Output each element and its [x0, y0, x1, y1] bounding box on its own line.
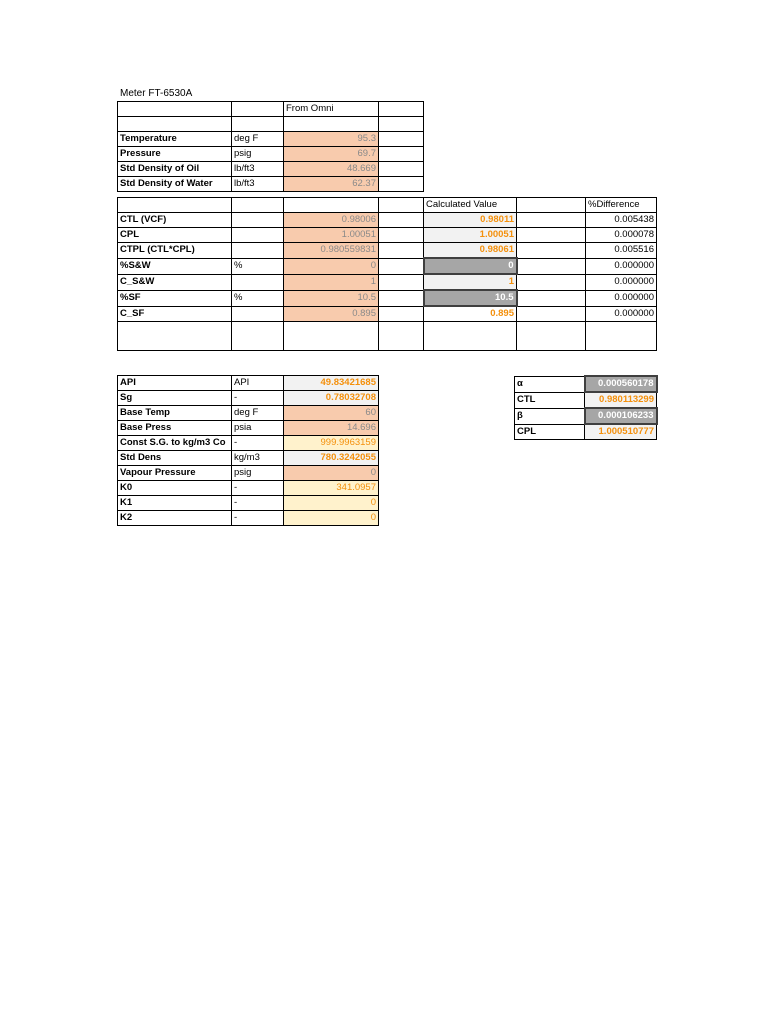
- table-row: [515, 408, 657, 424]
- row-label: Temperature: [118, 132, 232, 147]
- row-label: α: [515, 376, 585, 392]
- table-row: [118, 198, 657, 213]
- coefficient-value[interactable]: 0.980113299: [585, 392, 657, 408]
- row-unit: [232, 228, 284, 243]
- table-row: [118, 391, 379, 406]
- input-value[interactable]: 60: [284, 406, 379, 421]
- row-label: β: [515, 408, 585, 424]
- cell[interactable]: [232, 102, 284, 117]
- row-label: %SF: [118, 290, 232, 306]
- constant-value[interactable]: 341.0957: [284, 481, 379, 496]
- row-label: Std Density of Water: [118, 177, 232, 192]
- input-value[interactable]: 14.696: [284, 421, 379, 436]
- table-row: [118, 162, 424, 177]
- table-row: [118, 481, 379, 496]
- cell[interactable]: [118, 198, 232, 213]
- difference-header: %Difference: [586, 198, 657, 213]
- cell[interactable]: [379, 228, 424, 243]
- coefficient-value[interactable]: 0.000560178: [585, 376, 657, 392]
- row-label: K2: [118, 511, 232, 526]
- row-label: K1: [118, 496, 232, 511]
- row-unit: deg F: [232, 406, 284, 421]
- cell[interactable]: [379, 290, 424, 306]
- table-row: [118, 290, 657, 306]
- calculated-value[interactable]: 0.98011: [424, 213, 517, 228]
- cell[interactable]: [517, 198, 586, 213]
- cell[interactable]: [118, 322, 232, 351]
- table-row: [118, 376, 379, 391]
- cell[interactable]: [379, 274, 424, 290]
- calculated-value[interactable]: 1: [424, 274, 517, 290]
- cell[interactable]: [379, 102, 424, 117]
- cell[interactable]: [379, 147, 424, 162]
- row-unit: psig: [232, 466, 284, 481]
- input-value[interactable]: 0: [424, 258, 517, 274]
- row-label: CTL: [515, 392, 585, 408]
- row-unit: -: [232, 511, 284, 526]
- input-value[interactable]: 69.7: [284, 147, 379, 162]
- calculated-value[interactable]: 0.895: [424, 306, 517, 322]
- difference-value[interactable]: 0.000000: [586, 306, 657, 322]
- omni-value[interactable]: 0.980559831: [284, 243, 379, 259]
- table-row: [118, 177, 424, 192]
- input-value[interactable]: 62.37: [284, 177, 379, 192]
- input-value[interactable]: 0: [284, 466, 379, 481]
- cell[interactable]: [517, 306, 586, 322]
- row-unit: %: [232, 258, 284, 274]
- omni-value[interactable]: 1: [284, 274, 379, 290]
- row-label: Sg: [118, 391, 232, 406]
- row-label: CPL: [118, 228, 232, 243]
- row-unit: lb/ft3: [232, 177, 284, 192]
- table-row: [118, 451, 379, 466]
- difference-value[interactable]: 0.005516: [586, 243, 657, 259]
- row-label: Vapour Pressure: [118, 466, 232, 481]
- row-label: Const S.G. to kg/m3 Co: [118, 436, 232, 451]
- parameter-table: [117, 375, 379, 526]
- cell[interactable]: [517, 274, 586, 290]
- table-row: [515, 424, 657, 440]
- table-row: [118, 406, 379, 421]
- table-row: [118, 132, 424, 147]
- table-row: [118, 511, 379, 526]
- cell[interactable]: [586, 322, 657, 351]
- input-value[interactable]: 95.3: [284, 132, 379, 147]
- omni-value[interactable]: 0.895: [284, 306, 379, 322]
- row-unit: -: [232, 496, 284, 511]
- row-label: K0: [118, 481, 232, 496]
- cell[interactable]: [517, 258, 586, 274]
- row-unit: API: [232, 376, 284, 391]
- row-label: Base Temp: [118, 406, 232, 421]
- row-unit: psig: [232, 147, 284, 162]
- table-row: [118, 117, 424, 132]
- row-label: C_SF: [118, 306, 232, 322]
- cell[interactable]: [284, 322, 379, 351]
- cell[interactable]: [517, 228, 586, 243]
- calculated-value[interactable]: 0.78032708: [284, 391, 379, 406]
- row-unit: deg F: [232, 132, 284, 147]
- row-unit: -: [232, 391, 284, 406]
- constant-value[interactable]: 999.9963159: [284, 436, 379, 451]
- from-omni-header: From Omni: [284, 102, 379, 117]
- omni-value[interactable]: 0.98006: [284, 213, 379, 228]
- cell[interactable]: [232, 198, 284, 213]
- omni-input-table: [117, 101, 424, 192]
- cell[interactable]: [284, 117, 379, 132]
- row-label: %S&W: [118, 258, 232, 274]
- row-unit: [232, 213, 284, 228]
- row-label: Base Press: [118, 421, 232, 436]
- table-row: [118, 496, 379, 511]
- table-row: [118, 213, 657, 228]
- cell[interactable]: [379, 198, 424, 213]
- sheet-title: Meter FT-6530A: [120, 88, 193, 99]
- difference-value[interactable]: 0.000078: [586, 228, 657, 243]
- calculated-value[interactable]: 49.83421685: [284, 376, 379, 391]
- row-unit: psia: [232, 421, 284, 436]
- coefficient-value[interactable]: 1.000510777: [585, 424, 657, 440]
- table-row: [118, 258, 657, 274]
- calculated-value[interactable]: 780.3242055: [284, 451, 379, 466]
- row-unit: [232, 274, 284, 290]
- row-label: CTL (VCF): [118, 213, 232, 228]
- row-label: Pressure: [118, 147, 232, 162]
- cell[interactable]: [379, 132, 424, 147]
- cell[interactable]: [118, 117, 232, 132]
- input-value[interactable]: 10.5: [424, 290, 517, 306]
- input-value[interactable]: 48.669: [284, 162, 379, 177]
- table-row: [118, 228, 657, 243]
- cell[interactable]: [424, 322, 517, 351]
- cell[interactable]: [379, 117, 424, 132]
- row-label: CTPL (CTL*CPL): [118, 243, 232, 259]
- cell[interactable]: [379, 306, 424, 322]
- omni-value[interactable]: 1.00051: [284, 228, 379, 243]
- constant-value[interactable]: 0: [284, 511, 379, 526]
- row-unit: %: [232, 290, 284, 306]
- cell[interactable]: [379, 258, 424, 274]
- table-row: [118, 102, 424, 117]
- table-row: [515, 392, 657, 408]
- row-label: C_S&W: [118, 274, 232, 290]
- constant-value[interactable]: 0: [284, 496, 379, 511]
- row-label: Std Density of Oil: [118, 162, 232, 177]
- difference-value[interactable]: 0.000000: [586, 290, 657, 306]
- table-row: [118, 466, 379, 481]
- coefficient-table: [514, 375, 658, 440]
- row-unit: lb/ft3: [232, 162, 284, 177]
- difference-value[interactable]: 0.005438: [586, 213, 657, 228]
- cell[interactable]: [517, 243, 586, 259]
- table-row: [118, 421, 379, 436]
- cell[interactable]: [379, 322, 424, 351]
- table-row: [118, 436, 379, 451]
- cell[interactable]: [517, 290, 586, 306]
- cell[interactable]: [232, 117, 284, 132]
- row-unit: [232, 306, 284, 322]
- cell[interactable]: [379, 213, 424, 228]
- table-row: [118, 147, 424, 162]
- calculated-value[interactable]: 0.98061: [424, 243, 517, 259]
- difference-value[interactable]: 0.000000: [586, 274, 657, 290]
- cell[interactable]: [379, 243, 424, 259]
- table-row: [118, 243, 657, 259]
- table-row: [118, 274, 657, 290]
- row-unit: [232, 243, 284, 259]
- row-label: CPL: [515, 424, 585, 440]
- calculated-value-header: Calculated Value: [424, 198, 517, 213]
- omni-value[interactable]: 0: [284, 258, 379, 274]
- row-unit: -: [232, 436, 284, 451]
- cell[interactable]: [232, 322, 284, 351]
- cell[interactable]: [118, 102, 232, 117]
- comparison-table: [117, 197, 657, 351]
- calculated-value[interactable]: 1.00051: [424, 228, 517, 243]
- row-unit: kg/m3: [232, 451, 284, 466]
- row-label: Std Dens: [118, 451, 232, 466]
- table-row: [515, 376, 657, 392]
- difference-value[interactable]: 0.000000: [586, 258, 657, 274]
- coefficient-value[interactable]: 0.000106233: [585, 408, 657, 424]
- cell[interactable]: [379, 162, 424, 177]
- table-row: [118, 322, 657, 351]
- row-unit: -: [232, 481, 284, 496]
- cell[interactable]: [517, 213, 586, 228]
- cell[interactable]: [284, 198, 379, 213]
- table-row: [118, 306, 657, 322]
- cell[interactable]: [379, 177, 424, 192]
- cell[interactable]: [517, 322, 586, 351]
- omni-value[interactable]: 10.5: [284, 290, 379, 306]
- row-label: API: [118, 376, 232, 391]
